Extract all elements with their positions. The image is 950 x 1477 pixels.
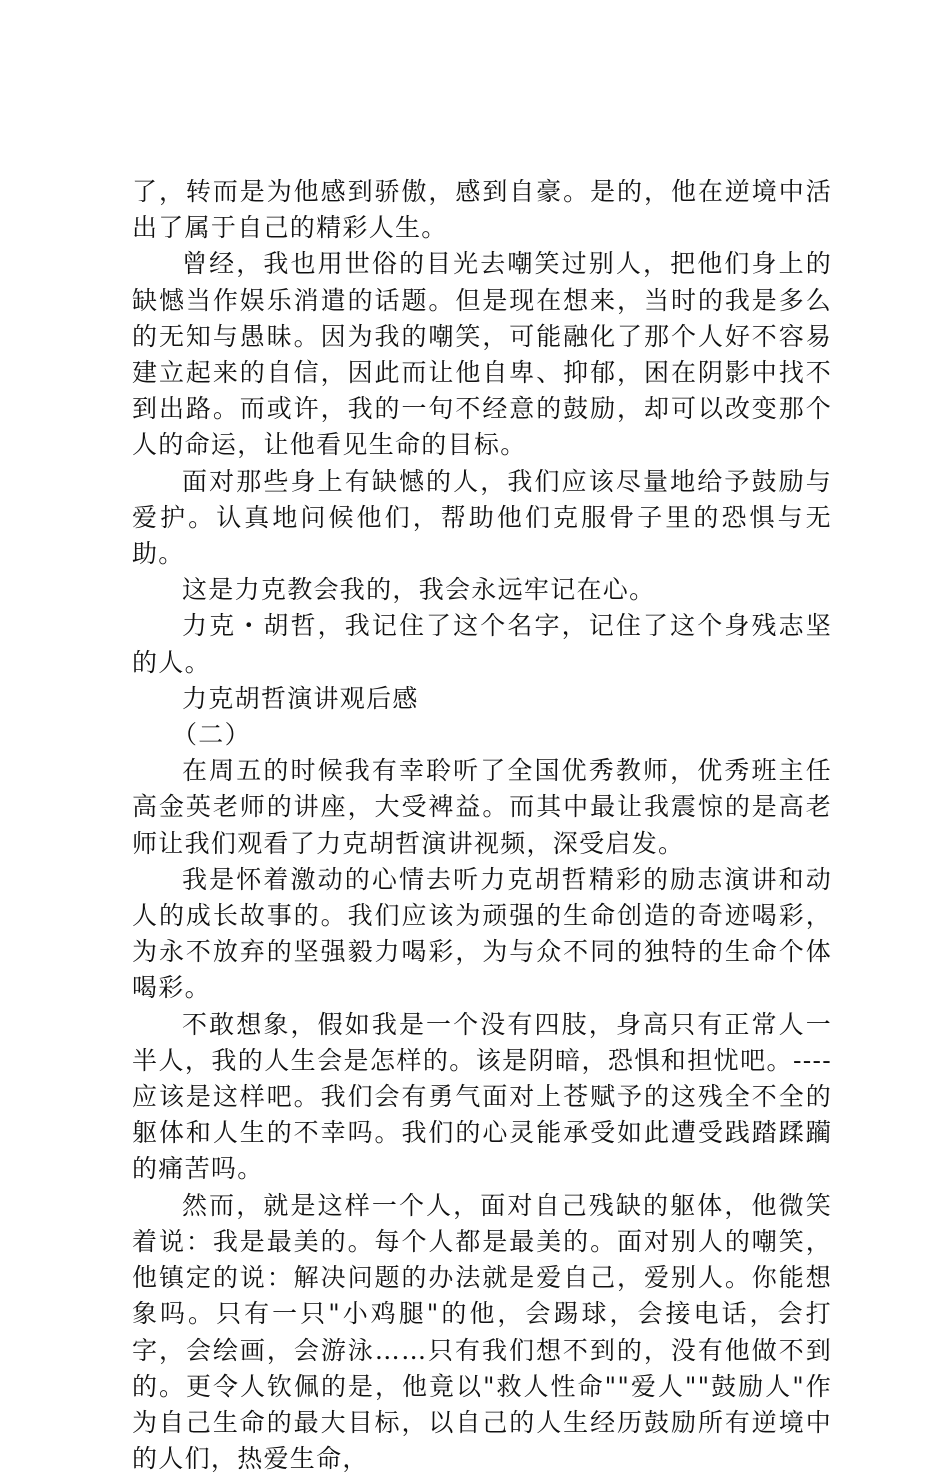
paragraph-most-beautiful: 然而，就是这样一个人，面对自己残缺的躯体，他微笑着说：我是最美的。每个人都是最美的。面对别人的嘲笑，他镇定的说：解决问题的办法就是爱自己，爱别人。你能想象吗。只有一只"小鸡腿"的他，会踢球，会接电话，会打字，会绘画，会游泳……只有我们想不到的，没有他做不到的。更令人钦佩的是，他竟以"救人性命""爱人""鼓励人"作为自己生命的最大目标，以自己的人生经历鼓励所有逆境中的人们，热爱生命， [132,1190,832,1474]
section-title: 力克胡哲演讲观后感 [182,683,419,713]
paragraph-encourage-others: 面对那些身上有缺憾的人，我们应该尽量地给予鼓励与爱护。认真地问候他们，帮助他们克服骨子里的恐惧与无助。 [132,466,832,569]
paragraph-mockery-reflection: 曾经，我也用世俗的目光去嘲笑过别人，把他们身上的缺憾当作娱乐消遣的话题。但是现在想来，当时的我是多么的无知与愚昧。因为我的嘲笑，可能融化了那个人好不容易建立起来的自信，因此而让他自卑、抑郁，困在阴影中找不到出路。而或许，我的一句不经意的鼓励，却可以改变那个人的命运，让他看见生命的目标。 [132,249,832,460]
paragraph-lecture: 在周五的时候我有幸聆听了全国优秀教师，优秀班主任高金英老师的讲座，大受裨益。而其中最让我震惊的是高老师让我们观看了力克胡哲演讲视频，深受启发。 [132,756,832,858]
document-body [132,174,832,1477]
paragraph-continuation: 了，转而是为他感到骄傲，感到自豪。是的，他在逆境中活出了属于自己的精彩人生。 [132,177,832,243]
paragraph-remember-name: 力克・胡哲，我记住了这个名字，记住了这个身残志坚的人。 [132,611,832,677]
paragraph-inspiration: 我是怀着激动的心情去听力克胡哲精彩的励志演讲和动人的成长故事的。我们应该为顽强的生命创造的奇迹喝彩，为永不放弃的坚强毅力喝彩，为与众不同的独特的生命个体喝彩。 [132,864,832,1003]
paragraph-imagine: 不敢想象，假如我是一个没有四肢，身高只有正常人一半人，我的人生会是怎样的。该是阴暗，恐惧和担忧吧。----应该是这样吧。我们会有勇气面对上苍赋予的这残全不全的躯体和人生的不幸吗。我们的心灵能承受如此遭受践踏蹂躏的痛苦吗。 [132,1009,832,1184]
section-number: （二） [172,720,251,750]
paragraph-lesson-learned: 这是力克教会我的，我会永远牢记在心。 [182,575,656,605]
